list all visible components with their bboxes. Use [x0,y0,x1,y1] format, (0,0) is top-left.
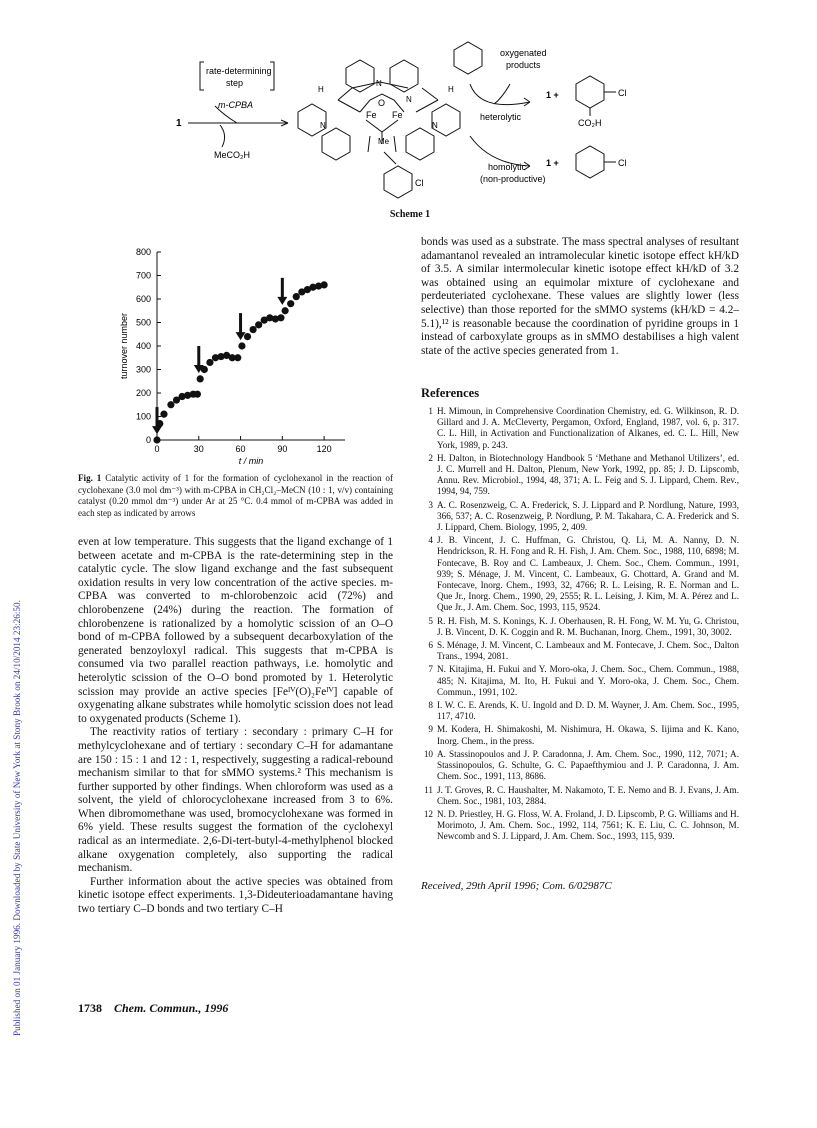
reference-item [421,535,739,613]
reference-item [421,809,739,843]
reference-number: 4 [428,535,433,546]
x-tick-label: 120 [316,444,332,454]
scheme-n-left: N [320,121,326,130]
reference-text: J. T. Groves, R. C. Haushalter, M. Nakamoto, T. E. Nemo and B. J. Evans, J. Am. Chem. Soc., 1981, 103, 2884. [437,784,739,806]
reference-text: M. Kodera, H. Shimakoshi, M. Nishimura, H. Okawa, S. Iijima and K. Kano, Inorg. Chem., in the press. [437,724,739,746]
scheme-start-1: 1 [176,118,182,129]
scheme-cl-complex: Cl [415,178,424,188]
data-point [238,342,245,349]
catalytic-activity-chart [105,240,365,470]
data-point [194,391,201,398]
reference-number: 11 [424,784,433,795]
reference-number: 9 [428,724,433,735]
paragraph-4: bonds was used as a substrate. The mass spectral analyses of resultant adamantanol revealed an intramolecular kinetic isotope effect kH/kD of 3.5. A similar intermolecular kinetic isotope effect kH/kD of 3.2 was obtained using an equimolar mixture of cyclohexane and perdeuteriated cyclohexane. These values are slightly lower (less selective) than those reported for the sMMO systems (kH/kD = 4.2–5.1),¹² is reasonable because the coordination of pyridine groups in 1 instead of carboxylate groups as in sMMO destabilises a high valent state of the active species generated from 1. [421,236,739,357]
reference-text: A. Stassinopoulos and J. P. Caradonna, J. Am. Chem. Soc., 1990, 112, 7071; A. Stassinopoulos, G. Schulte, G. C. Papaefthymiou and J. P. Caradonna, J. Am. Chem. Soc., 1991, 113, 8686. [437,748,739,782]
data-point [244,333,251,340]
reference-item [421,640,739,662]
x-axis-label: t / min [238,456,264,466]
data-point [293,293,300,300]
reference-text: A. C. Rosenzweig, C. A. Frederick, S. J. Lippard and P. Nordlung, Nature, 1993, 366, 537; A. C. Rosenzweig, P. Nordlung, P. M. Takahara, C. A. Frederick and S. J. Lippard, Chem. Biology, 1995, 2, 409. [437,499,739,533]
reference-text: H. Dalton, in Biotechnology Handbook 5 ‘Methane and Methanol Utilizers’, ed. J. C. Murrell and H. Dalton, Plenum, New York, 1992, pp. 85; J. D. Lipscomb, Annu. Rev. Microbiol., 1994, 48, 371; A. L. Feig and S. J. Lippard, Chem. Rev., 1994, 94, 759. [437,452,739,497]
reference-item [421,453,739,498]
scheme-n-top-right: N [406,95,412,104]
scheme-o-bridge: O [378,98,386,108]
x-tick-label: 60 [235,444,246,454]
scheme-rate-determining: rate-determining [206,66,272,76]
y-tick-label: 200 [135,388,151,398]
received-line: Received, 29th April 1996; Com. 6/02987C [421,880,612,892]
caption-label: Fig. 1 [78,473,102,483]
paragraph-1: even at low temperature. This suggests that the ligand exchange of 1 between acetate and m-CPBA is the rate-determining step in the catalytic cycle. The slow ligand exchange and the fast subsequent oxidation results in very low concentration of the active species. m-CPBA was converted to m-chlorobenzoic acid (72%) and chlorobenzene (24%) during the reaction. The formation of chlorobenzene is rationalized by a homolytic scission of an O–O bond of m-CPBA followed by a subsequent decarboxylation of the generated benzoyloxyl radical. This suggests that m-CPBA is consumed via two parallel reaction pathways, i.e. homolytic and heterolytic scission of the O–O bond promoted by 1. Heterolytic scission may provide an active species [Feᴵⱽ(O)₂Feᴵⱽ] capable of oxygenating alkane substrates while homolytic scission does not lead to oxygenated products (Scheme 1). [78,536,393,725]
scheme-step: step [226,78,244,88]
scheme-n-right: N [432,121,438,130]
scheme-products: products [506,60,541,70]
data-point [197,375,204,382]
addition-arrowhead [152,426,162,434]
reference-text: R. H. Fish, M. S. Konings, K. J. Oberhausen, R. H. Fong, W. M. Yu, G. Christou, J. B. Vincent, D. K. Coggin and R. M. Buchanan, Inorg. Chem., 1991, 30, 3002. [437,615,739,637]
data-point [206,359,213,366]
reference-item [421,500,739,534]
y-tick-label: 700 [135,270,151,281]
paragraph-2: The reactivity ratios of tertiary : secondary : primary C–H for methylcyclohexane and of tertiary : secondary C–H for adamantane are 150 : 15 : 1 and 12 : 1, respectively, suggesting a radical-rebound mechanism similar to that for sMMO systems.² This mechanism is further supported by other findings. When chloroform was used as a solvent, the yield of chlorocyclohexane increased from 3 to 6%. When dibromomethane was used, bromocyclohexane was formed in 6% yield. These results suggest the formation of the cyclohexyl radical as an intermediate. 2,6-Di-tert-butyl-4-methylphenol blocked alkane oxygenation completely, also supporting the radical mechanism. [78,726,393,875]
download-note: Published on 01 January 1996. Downloaded by State University of New York at Stony Brook on 24/10/2014 23:26:50. [12,600,22,1036]
scheme-meco2h: MeCO₂H [214,150,250,160]
references-title: References [421,386,480,400]
reference-number: 3 [428,499,433,510]
paragraph-3: Further information about the active species was obtained from kinetic isotope effect experiments. 1,3-Dideuterioadamantane having two tertiary C–D bonds and two tertiary C–H [78,875,393,916]
addition-arrowhead [277,297,287,305]
scheme-heterolytic: heterolytic [480,112,522,122]
reference-text: H. Mimoun, in Comprehensive Coordination Chemistry, ed. G. Wilkinson, R. D. Gillard and J. A. McCleverty, Pergamon, Oxford, England, 1987, vol. 6, p. 317. C. L. Hill, in Activation and Functionalization of Alkanes, ed. C. L. Hill, New York, 1989, p. 243. [437,406,739,450]
y-tick-label: 300 [135,364,151,375]
y-tick-label: 400 [135,341,151,351]
data-point [160,411,167,418]
data-point [287,300,294,307]
scheme-cl-hom: Cl [618,158,627,168]
reference-item [421,664,739,698]
journal-name: Chem. Commun., 1996 [114,1001,229,1015]
reference-number: 7 [428,664,433,675]
right-column [421,236,739,358]
reference-number: 6 [428,640,433,651]
scheme-h-right: H [448,85,454,94]
scheme-product-1-het: 1 + [546,90,559,100]
reference-item [421,406,739,451]
caption-text: Catalytic activity of 1 for the formation of cyclohexanol in the reaction of cyclohexane (3.0 mol dm⁻³) with m-CPBA in CH₂Cl₂–MeCN (10 : 1, v/v) containing catalyst (0.20 mmol dm⁻³) under Ar at 25 °C. 0.4 mmol of m-CPBA was added in each step as indicated by arrows [78,473,393,518]
reference-item [421,724,739,746]
scheme-n-top-left: N [376,79,382,88]
reference-item [421,749,739,783]
scheme-fe-right: Fe [392,110,403,120]
y-tick-label: 600 [135,294,151,304]
scheme-non-productive: (non-productive) [480,174,546,184]
reference-text: J. B. Vincent, J. C. Huffman, G. Christou, Q. Li, M. A. Nanny, D. N. Hendrickson, R. H. Fong and R. H. Fish, J. Am. Chem. Soc., 1988, 110, 6898; M. Fontecave, B. Roy and C. Lambeaux, J. Chem. Soc., Chem. Commun., 1991, 939; S. Ménage, J. M. Vincent, C. Lambeaux, G. Chottard, A. Grand and M. Fontecave, Inorg. Chem., 1993, 32, 4766; R. L. Leising, R. E. Norman and L. Que Jr., Inorg. Chem., 1990, 29, 2555; R. L. Leising, J. Kim, M. A. Pérez and L. Que Jr., J. Am. Chem. Soc, 1993, 115, 9524. [437,535,739,613]
scheme-me: Me [378,137,390,146]
x-tick-label: 0 [154,444,160,454]
reference-item [421,616,739,638]
download-watermark [2,186,22,1066]
scheme-oxygenated: oxygenated [500,48,547,58]
scheme-cl-het: Cl [618,88,627,98]
scheme-co2h: CO₂H [578,118,602,128]
reference-item [421,700,739,722]
data-point [277,314,284,321]
reference-text: I. W. C. E. Arends, K. U. Ingold and D. D. M. Wayner, J. Am. Chem. Soc., 1995, 117, 4710. [437,700,739,722]
scheme-fe-left: Fe [366,110,377,120]
scheme-homolytic: homolytic [488,162,527,172]
reference-number: 10 [423,748,433,759]
data-point [255,321,262,328]
x-tick-label: 30 [193,444,204,454]
data-point [234,354,241,361]
x-tick-label: 90 [277,444,288,454]
reference-number: 12 [423,808,433,819]
reference-text: N. Kitajima, H. Fukui and Y. Moro-oka, J. Chem. Soc., Chem. Commun., 1988, 485; N. Kitajima, M. Ito, H. Fukui and Y. Moro-oka, J. Chem. Soc., Chem. Commun., 1991, 102. [437,664,739,697]
y-tick-label: 500 [135,317,151,328]
reference-number: 2 [428,452,433,463]
figure-caption [78,473,393,519]
references-list [421,406,739,845]
y-axis-label: turnover number [119,312,129,380]
reference-item [421,785,739,807]
page-number: 1738 [78,1001,102,1015]
reference-number: 1 [428,406,433,416]
reference-text: N. D. Priestley, H. G. Floss, W. A. Froland, J. D. Lipscomb, P. G. Williams and H. Morimoto, J. Am. Chem. Soc., 1992, 114, 7561; K. E. Liu, C. C. Johnson, M. Newcomb and S. J. Lippard, J. Am. Chem. Soc., 1993, 115, 939. [437,808,739,842]
reference-number: 5 [428,615,433,626]
data-point [153,436,160,443]
scheme-h-left: H [318,85,324,94]
reference-text: S. Ménage, J. M. Vincent, C. Lambeaux and M. Fontecave, J. Chem. Soc., Dalton Trans., 1994, 2081. [437,640,739,662]
y-tick-label: 100 [135,411,151,422]
scheme-mcpba: m-CPBA [218,100,254,110]
left-column [78,536,393,917]
data-point [249,326,256,333]
data-point [282,307,289,314]
y-tick-label: 800 [135,247,151,257]
scheme-label: Scheme 1 [389,209,431,220]
data-point [167,401,174,408]
page-footer [78,1001,228,1016]
data-point [321,281,328,288]
y-tick-label: 0 [145,435,151,445]
scheme-1-diagram [170,40,650,210]
scheme-product-1-hom: 1 + [546,158,559,168]
reference-number: 8 [428,700,433,711]
